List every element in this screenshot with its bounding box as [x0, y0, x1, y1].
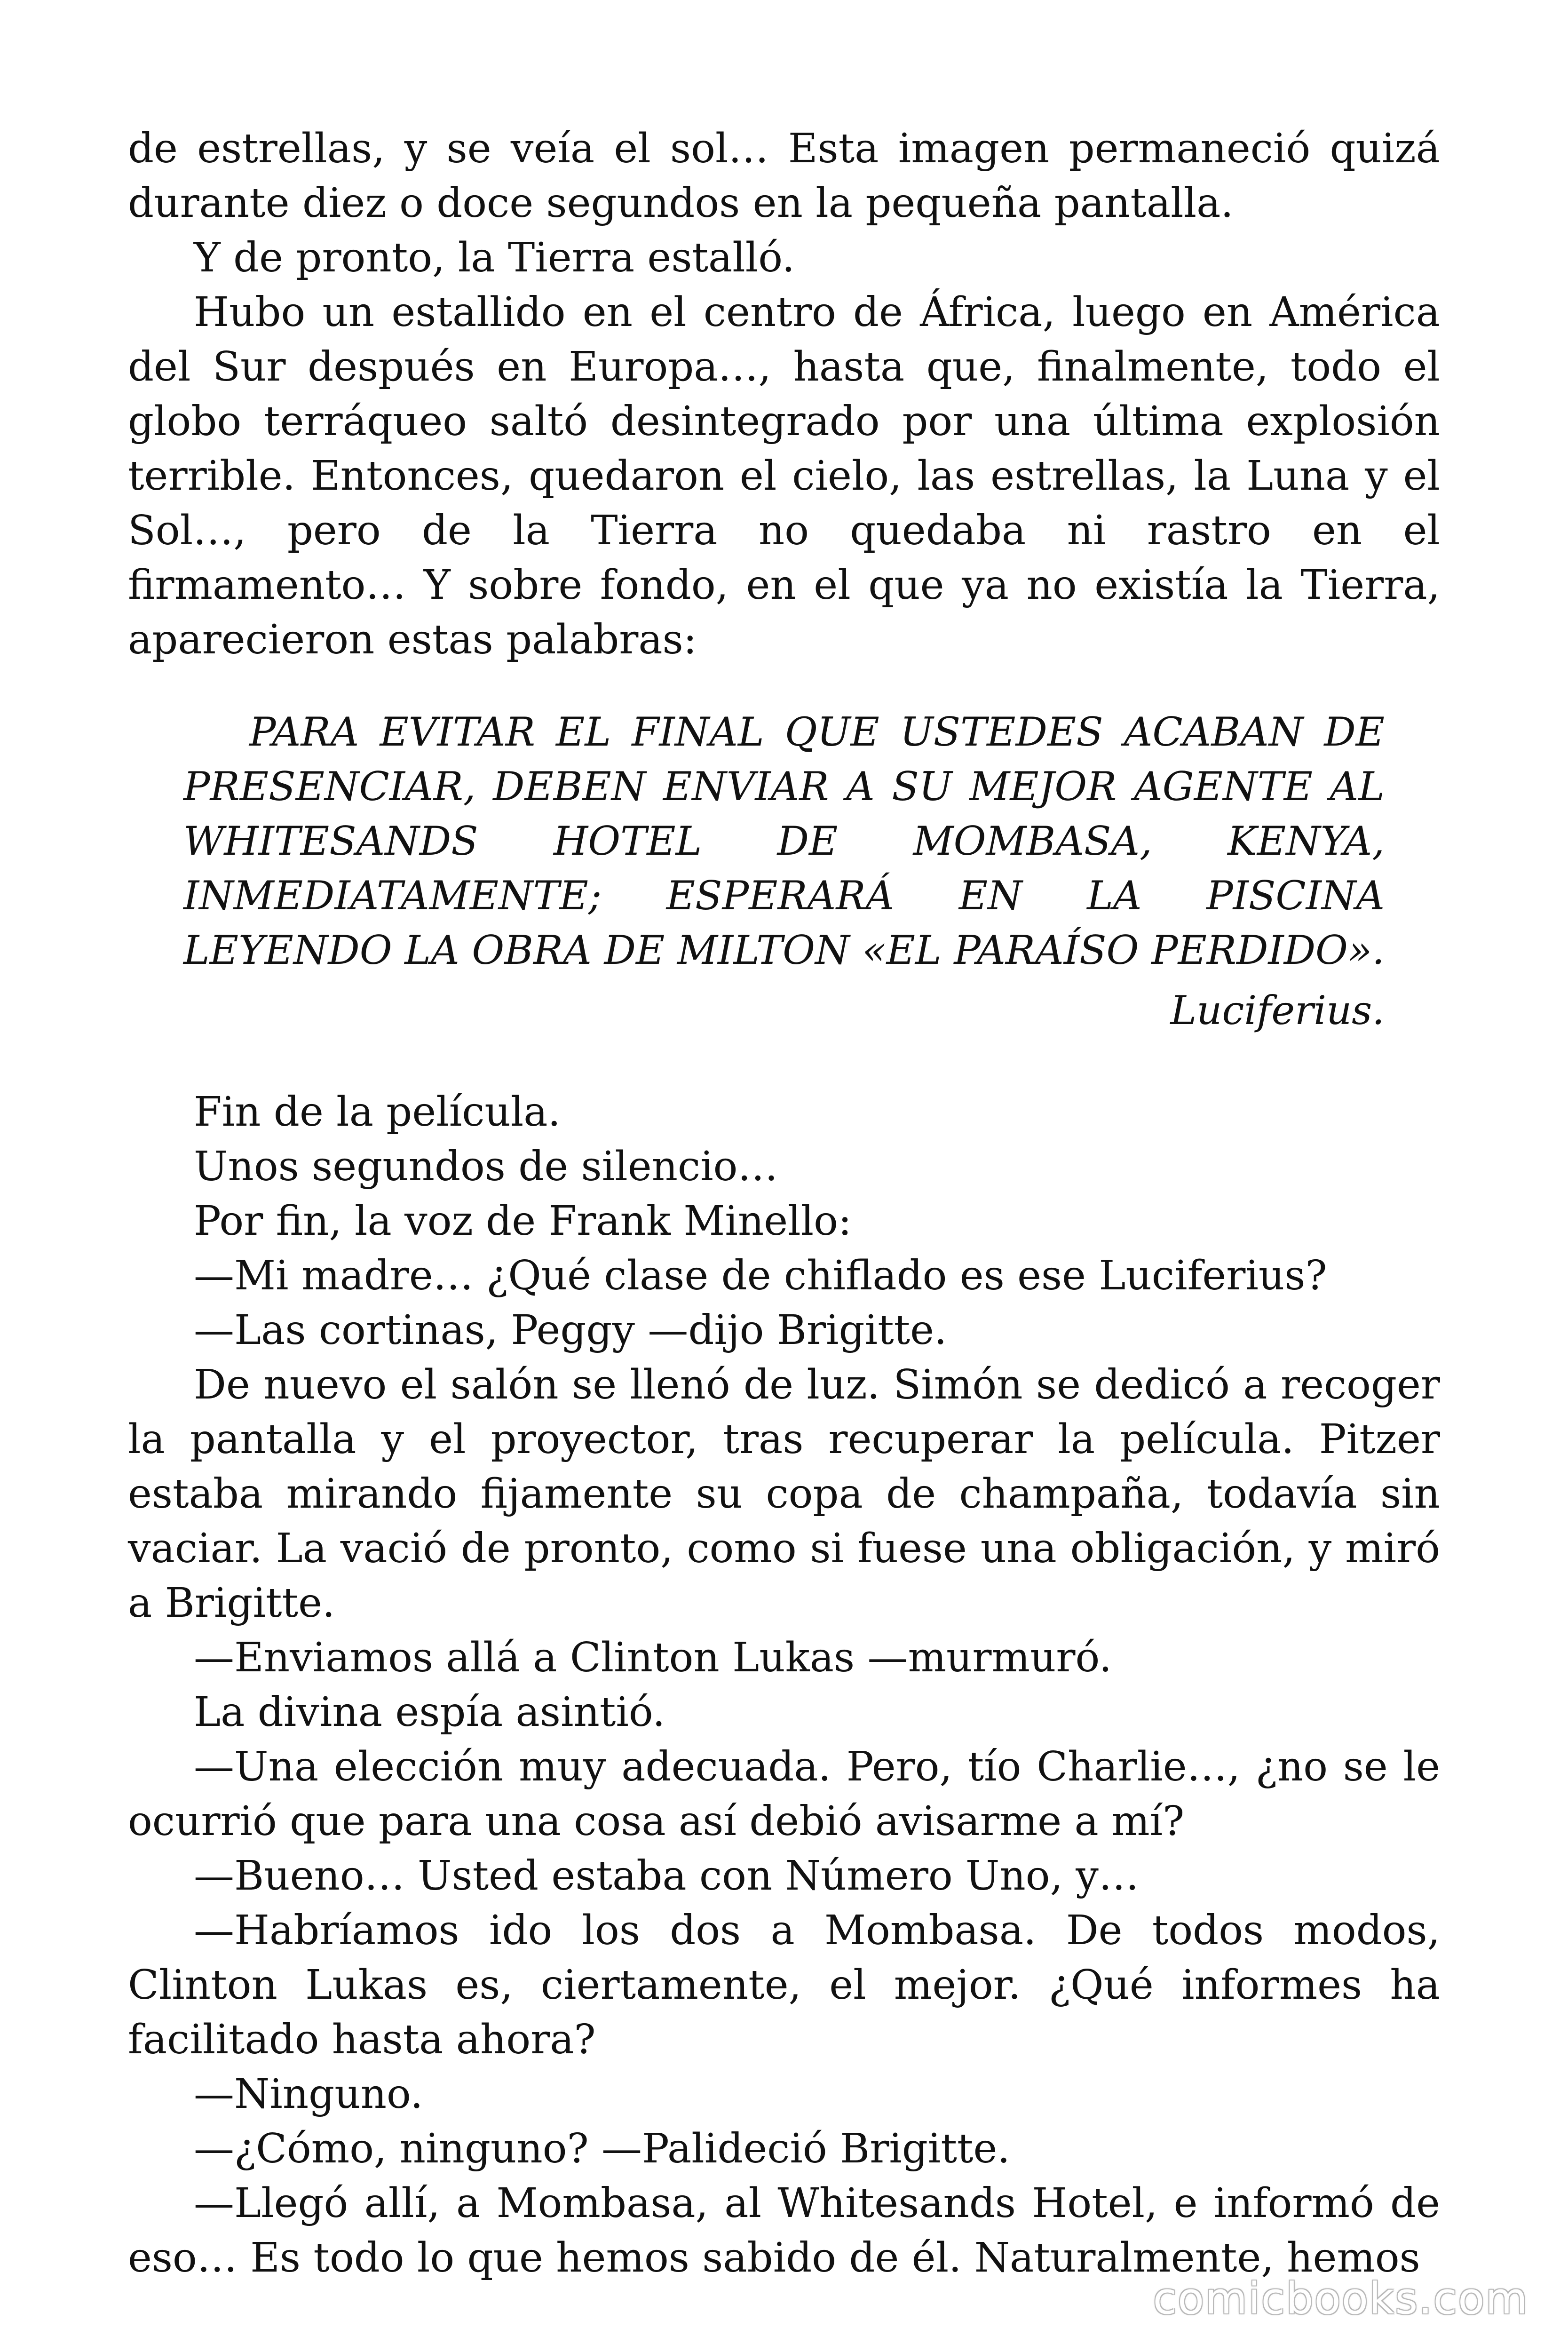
dialogue-line: —Enviamos allá a Clinton Lukas —murmuró.: [194, 1634, 1112, 1681]
dialogue-line: —Las cortinas, Peggy —dijo Brigitte.: [194, 1307, 947, 1354]
dialogue-line: —Llegó allí, a Mombasa, al Whitesands Hotel, e informó de eso… Es todo lo que hemos sabido de él. Naturalmente, hemos: [128, 2180, 1440, 2281]
paragraph: La divina espía asintió.: [194, 1689, 665, 1736]
dialogue-line: —¿Cómo, ninguno? —Palideció Brigitte.: [194, 2125, 1010, 2172]
quote-text: PARA EVITAR EL FINAL QUE USTEDES ACABAN DE PRESENCIAR, DEBEN ENVIAR A SU MEJOR AGENTE AL WHITESANDS HOTEL DE MOMBASA, KENYA, INMEDIATAMENTE; ESPERARÁ EN LA PISCINA LEYENDO LA OBRA DE MILTON «EL PARAÍSO PERDIDO».: [183, 709, 1385, 973]
dialogue-line: —Una elección muy adecuada. Pero, tío Charlie…, ¿no se le ocurrió que para una cosa así debió avisarme a mí?: [128, 1743, 1440, 1845]
paragraph: Por fin, la voz de Frank Minello:: [194, 1198, 852, 1245]
paragraph: Hubo un estallido en el centro de África, luego en América del Sur después en Europa…, hasta que, finalmente, todo el globo terráqueo saltó desintegrado por una última explosión terrible. Entonces, quedaron el cielo, las estrellas, la Luna y el Sol…, pero de la Tierra no quedaba ni rastro en el firmamento… Y sobre fondo, en el que ya no existía la Tierra, aparecieron estas palabras:: [128, 289, 1440, 663]
block-quote: [183, 705, 1385, 1038]
paragraph: De nuevo el salón se llenó de luz. Simón se dedicó a recoger la pantalla y el proyector, tras recuperar la película. Pitzer estaba mirando fijamente su copa de champaña, todavía sin vaciar. La vació de pronto, como si fuese una obligación, y miró a Brigitte.: [128, 1361, 1440, 1627]
watermark-logo: comicbooks.com: [1153, 2273, 1528, 2324]
quote-signature: Luciferius.: [1170, 987, 1385, 1033]
dialogue-line: —Habríamos ido los dos a Mombasa. De todos modos, Clinton Lukas es, ciertamente, el mejor. ¿Qué informes ha facilitado hasta ahora?: [128, 1907, 1440, 2063]
paragraph-continuation: de estrellas, y se veía el sol… Esta imagen permaneció quizá durante diez o doce segundos en la pequeña pantalla.: [128, 125, 1440, 227]
dialogue-line: —Bueno… Usted estaba con Número Uno, y…: [194, 1852, 1139, 1899]
paragraph: Y de pronto, la Tierra estalló.: [194, 234, 795, 281]
paragraph: Fin de la película.: [194, 1089, 561, 1136]
dialogue-line: —Mi madre… ¿Qué clase de chiflado es ese Luciferius?: [194, 1252, 1327, 1299]
dialogue-line: —Ninguno.: [194, 2071, 423, 2118]
paragraph: Unos segundos de silencio…: [194, 1143, 778, 1190]
book-page: [128, 121, 1440, 2285]
section-gap: [128, 1038, 1440, 1085]
